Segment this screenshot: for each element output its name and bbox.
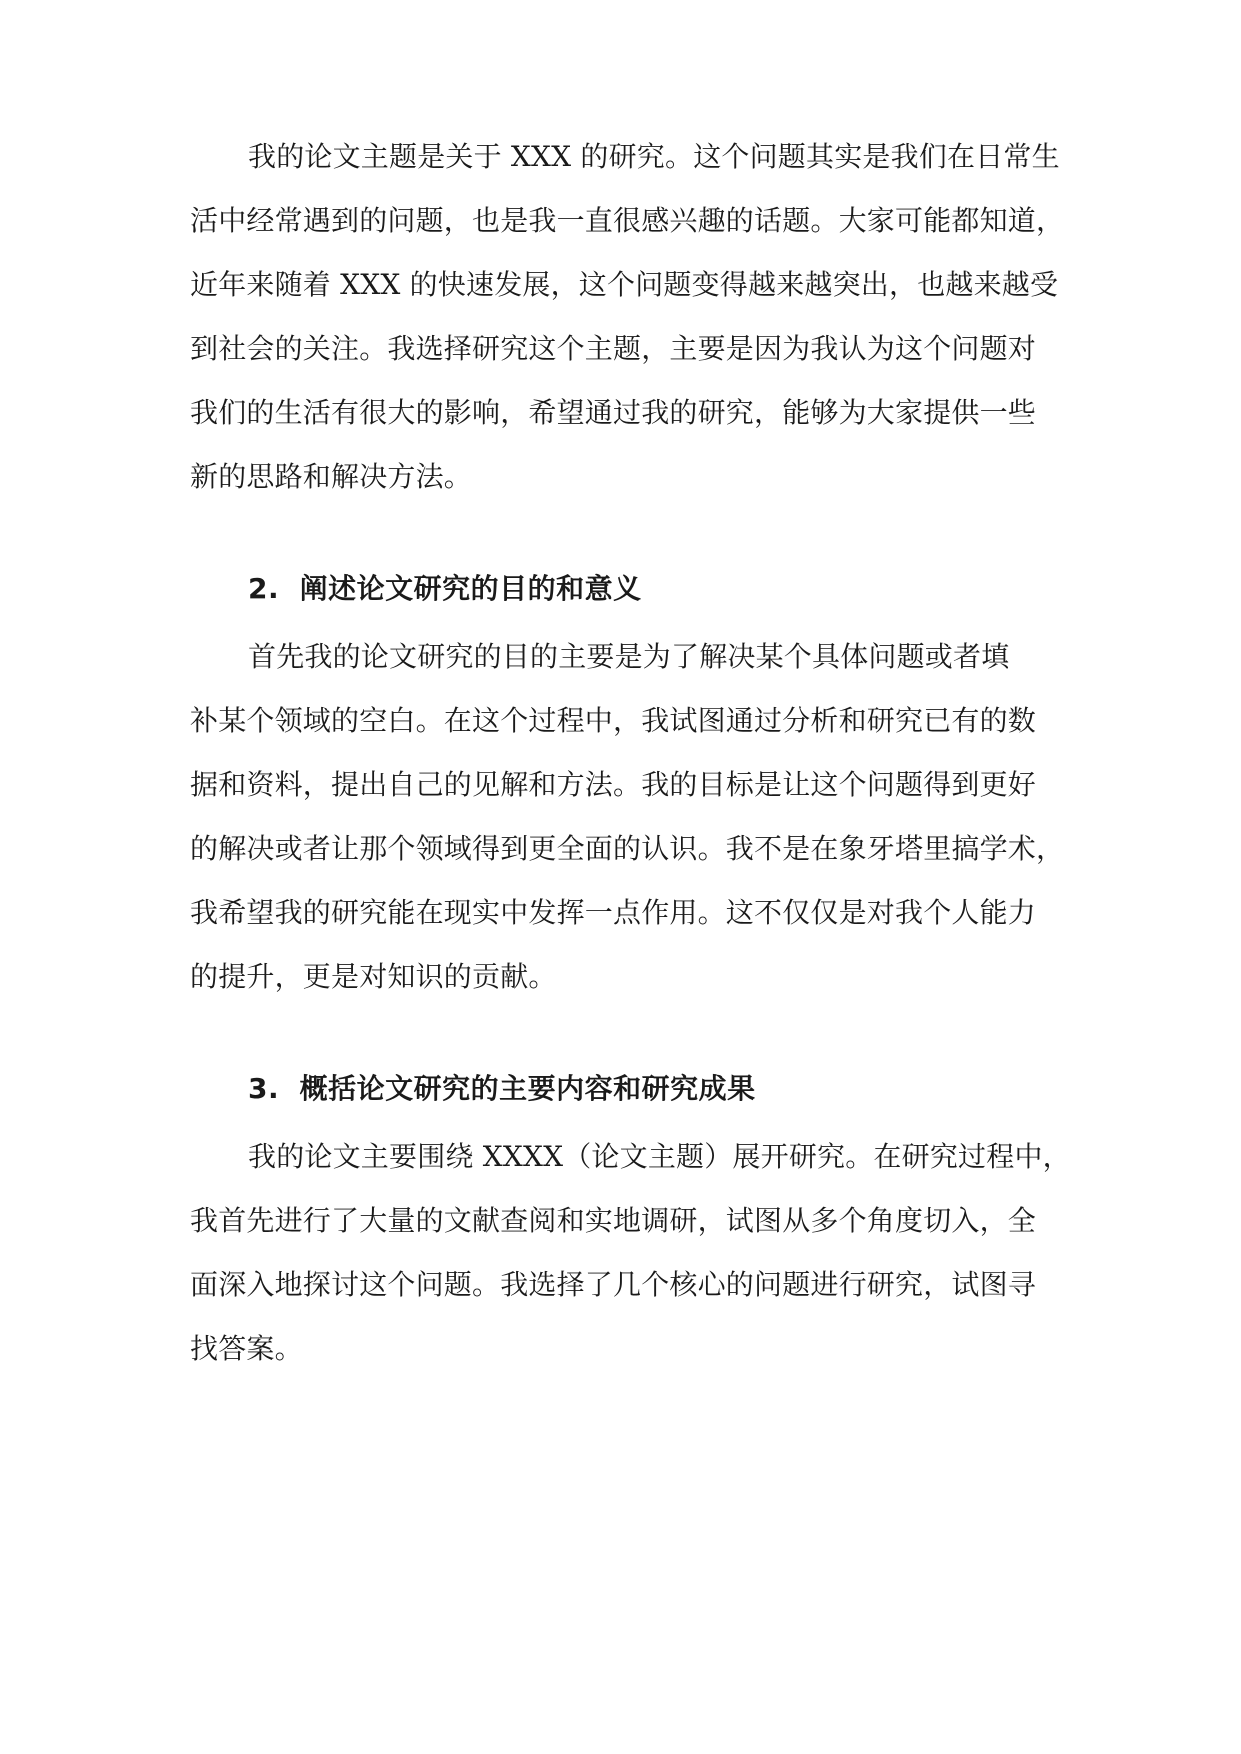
paragraph-1-line-5: 我们的生活有很大的影响，希望通过我的研究，能够为大家提供一些 <box>190 396 1037 429</box>
section-2-heading <box>0 569 1241 609</box>
paragraph-1-line-3: 近年来随着 XXX 的快速发展，这个问题变得越来越突出，也越来越受 <box>190 268 1059 301</box>
section-2-line-3: 据和资料，提出自己的见解和方法。我的目标是让这个问题得到更好 <box>190 768 1037 801</box>
section-2-line-6: 的提升，更是对知识的贡献。 <box>190 960 557 993</box>
paragraph-1-line-2: 活中经常遇到的问题，也是我一直很感兴趣的话题。大家可能都知道， <box>190 204 1065 237</box>
section-2-title: 阐述论文研究的目的和意义 <box>299 572 642 605</box>
paragraph-1-line-4: 到社会的关注。我选择研究这个主题，主要是因为我认为这个问题对 <box>190 332 1037 365</box>
section-3-title: 概括论文研究的主要内容和研究成果 <box>299 1072 756 1105</box>
section-3-line-4: 找答案。 <box>190 1332 303 1365</box>
section-2-line-5: 我希望我的研究能在现实中发挥一点作用。这不仅仅是对我个人能力 <box>190 896 1037 929</box>
section-2-line-1: 首先我的论文研究的目的主要是为了解决某个具体问题或者填 <box>248 640 1010 673</box>
section-3-number: 3. <box>248 1072 280 1105</box>
section-2-line-4: 的解决或者让那个领域得到更全面的认识。我不是在象牙塔里搞学术， <box>190 832 1065 865</box>
paragraph-1-line-1: 我的论文主题是关于 XXX 的研究。这个问题其实是我们在日常生 <box>248 140 1060 173</box>
section-2-number: 2. <box>248 572 280 605</box>
paragraph-1-line-6: 新的思路和解决方法。 <box>190 460 473 493</box>
section-3-line-3: 面深入地探讨这个问题。我选择了几个核心的问题进行研究，试图寻 <box>190 1268 1037 1301</box>
section-2-line-2: 补某个领域的空白。在这个过程中，我试图通过分析和研究已有的数 <box>190 704 1037 737</box>
section-3-line-1: 我的论文主要围绕 XXXX（论文主题）展开研究。在研究过程中， <box>248 1140 1071 1173</box>
section-3-heading <box>0 1069 1241 1109</box>
section-3-line-2: 我首先进行了大量的文献查阅和实地调研，试图从多个角度切入，全 <box>190 1204 1037 1237</box>
